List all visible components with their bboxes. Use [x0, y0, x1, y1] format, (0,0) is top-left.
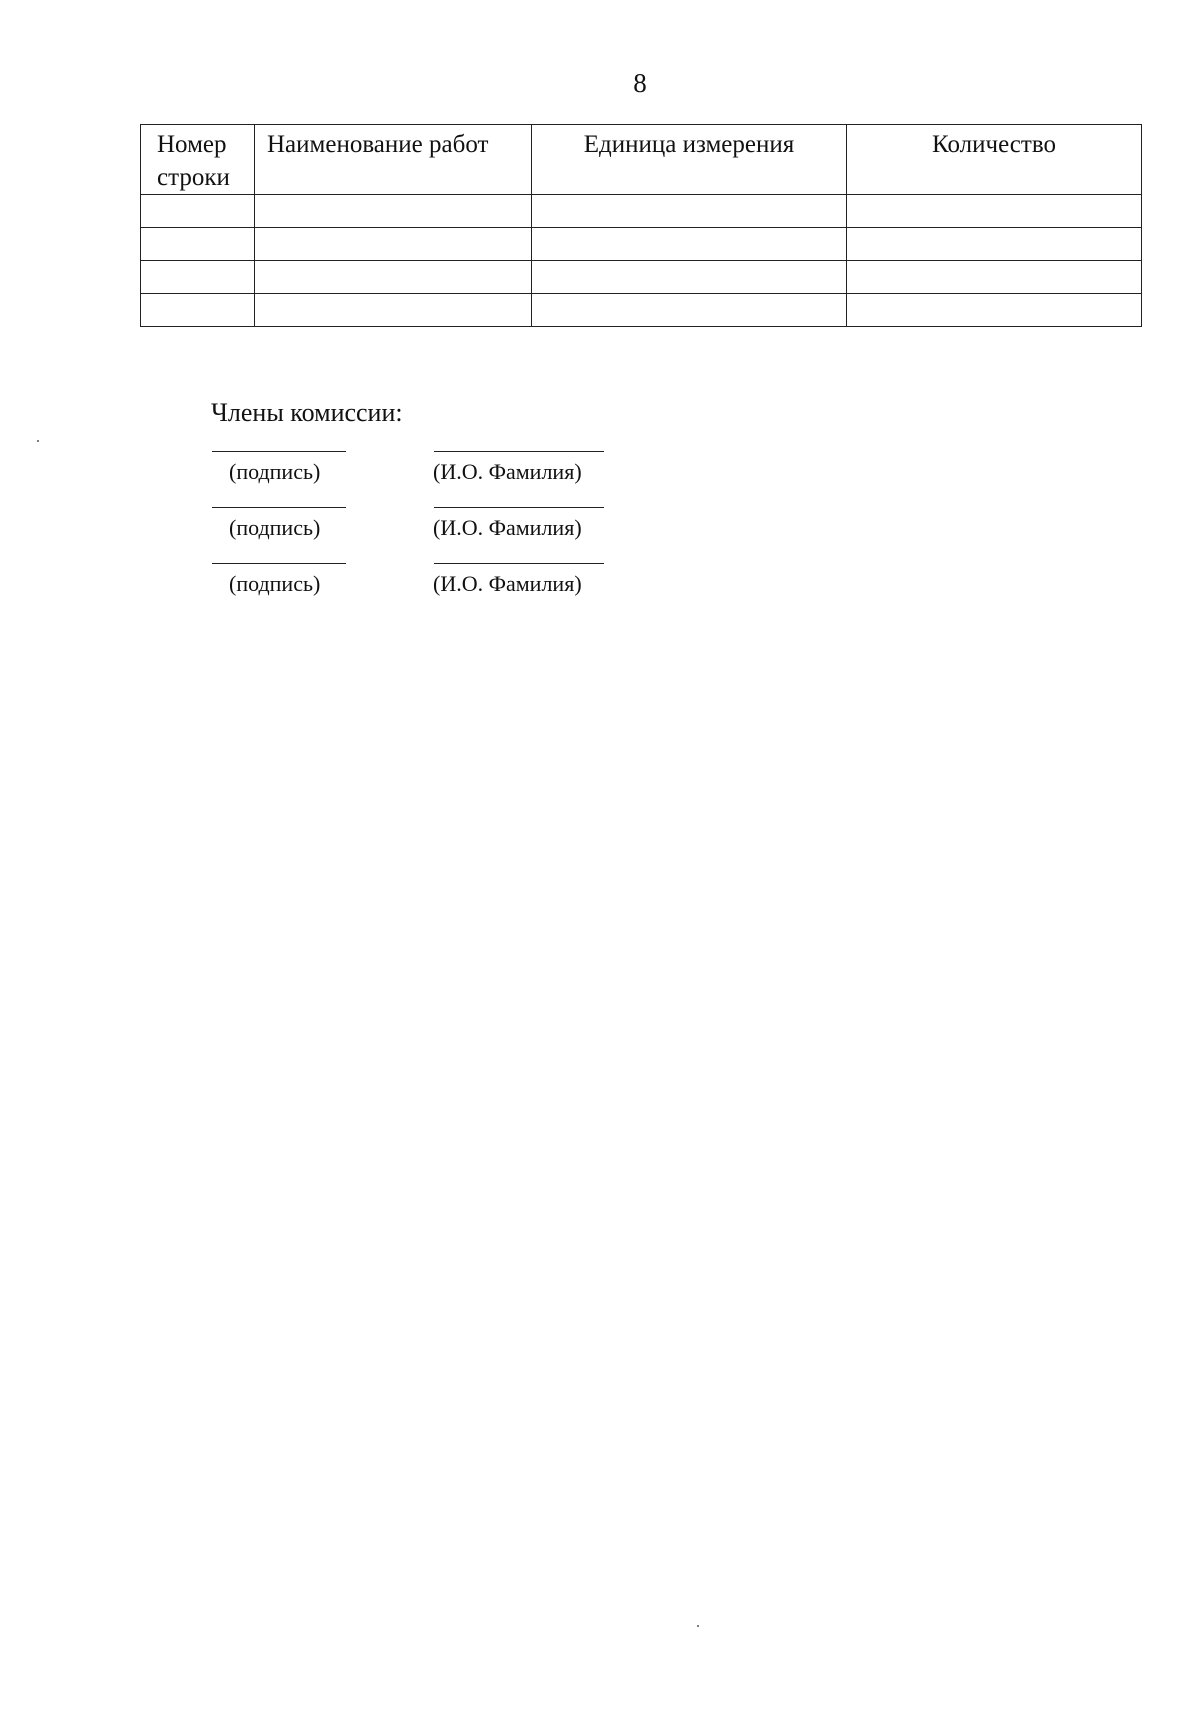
- name-line: [434, 451, 604, 452]
- header-row-number: Номер строки: [141, 125, 255, 195]
- signature-row: [0, 563, 1200, 603]
- signature-caption: (подпись): [229, 515, 321, 540]
- signature-row: [0, 507, 1200, 547]
- signature-line: [212, 507, 346, 508]
- table-cell: [532, 228, 847, 261]
- header-unit: Единица измерения: [532, 125, 847, 195]
- signature-caption: (подпись): [229, 459, 321, 484]
- name-caption: (И.О. Фамилия): [433, 459, 582, 484]
- table-cell: [141, 195, 255, 228]
- table-cell: [255, 261, 532, 294]
- table-cell: [847, 195, 1142, 228]
- name-line: [434, 507, 604, 508]
- header-quantity: Количество: [847, 125, 1142, 195]
- signature-line: [212, 563, 346, 564]
- table-cell: [141, 294, 255, 327]
- name-caption: (И.О. Фамилия): [433, 571, 582, 596]
- table-cell: [141, 228, 255, 261]
- name-caption: (И.О. Фамилия): [433, 515, 582, 540]
- table-cell: [847, 228, 1142, 261]
- table-row: [141, 228, 1142, 261]
- table-cell: [141, 261, 255, 294]
- name-line: [434, 563, 604, 564]
- signature-line: [212, 451, 346, 452]
- header-work-name: Наименование работ: [255, 125, 532, 195]
- table-cell: [255, 195, 532, 228]
- table-header-row: [141, 125, 1142, 195]
- scan-speck: [37, 440, 39, 442]
- works-table: [140, 124, 1142, 327]
- table-cell: [847, 261, 1142, 294]
- table-cell: [255, 294, 532, 327]
- signature-caption: (подпись): [229, 571, 321, 596]
- table-cell: [255, 228, 532, 261]
- signature-row: [0, 451, 1200, 491]
- table-row: [141, 261, 1142, 294]
- table-cell: [847, 294, 1142, 327]
- table-cell: [532, 195, 847, 228]
- table-cell: [532, 261, 847, 294]
- page-number: 8: [633, 68, 647, 98]
- scan-speck: [697, 1625, 699, 1627]
- table-row: [141, 195, 1142, 228]
- table-cell: [532, 294, 847, 327]
- table-row: [141, 294, 1142, 327]
- commission-title: Члены комиссии:: [211, 398, 403, 427]
